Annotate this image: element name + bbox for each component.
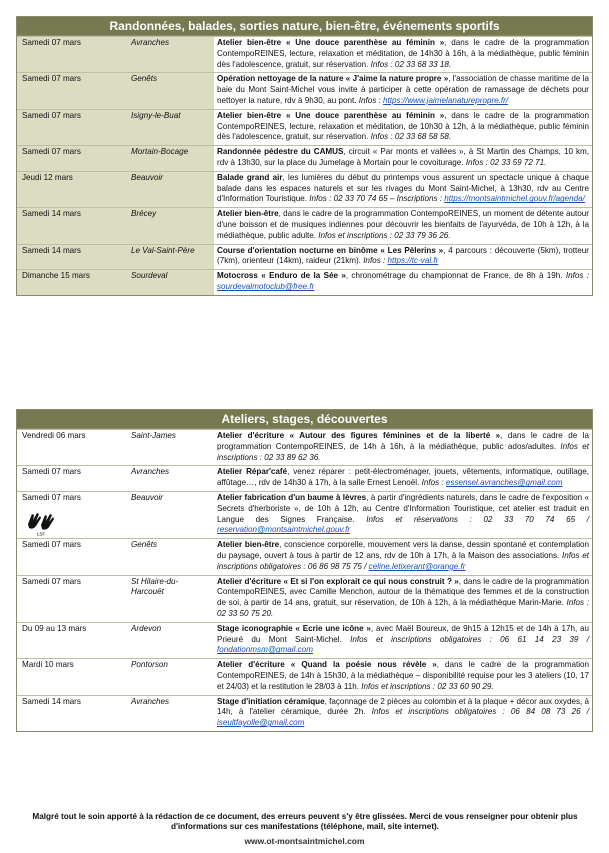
event-title: Atelier bien-être: [217, 209, 279, 219]
event-text: , l'association de chasse maritime de la baie du Mont Saint-Michel vous invite à participer à cette opération de ramassage de déchets pour nettoyer la nature, rdv à 9h30, au pont.: [217, 74, 589, 105]
event-title: Course d'orientation nocturne en binôme « Les Pèlerins »: [217, 245, 444, 255]
table-row: [17, 491, 592, 538]
table-row: [17, 575, 592, 622]
event-description: [214, 695, 592, 731]
table-row: [17, 244, 592, 270]
event-place: Avranches: [129, 37, 214, 73]
event-date: Samedi 07 mars: [17, 466, 129, 492]
event-description: [214, 146, 592, 172]
event-place: Genêts: [129, 539, 214, 575]
event-title: Randonnée pédestre du CAMUS: [217, 147, 344, 157]
disclaimer-text: Malgré tout le soin apporté à la rédaction de ce document, des erreurs peuvent s'y être glissées. Merci de vous renseigner pour obtenir plus d'informations sur ces manifestations (téléphone, mail, site internet).: [32, 812, 578, 831]
event-text: , dans le cadre de la programmation ContempoREINES, lecture, relaxation et méditation, de 14h30 à 16h, à la médiathèque, public féminin dès l'adolescence, gratuit, sur réservation.: [217, 38, 589, 69]
event-date: Samedi 07 mars: [17, 539, 129, 575]
event-description: [214, 430, 592, 466]
event-title: Opération nettoyage de la nature « J'aime la nature propre »: [217, 74, 449, 84]
event-date: Samedi 07 mars: [17, 146, 129, 172]
event-description: [214, 466, 592, 492]
event-link[interactable]: essensel.avranches@gmail.com: [445, 478, 563, 488]
event-place: Le Val-Saint-Père: [129, 244, 214, 270]
event-title: Atelier Répar'café: [217, 467, 288, 477]
event-description: [214, 37, 592, 73]
event-text: , venez réparer : petit-électroménager, jouets, vêtements, informatique, outillage, affûtage…, rdv de 14h30 à 17h, à la salle Ernest Lenoël.: [217, 467, 589, 488]
event-description: [214, 244, 592, 270]
event-info: Infos : 02 33 68 33 18.: [370, 59, 452, 69]
table-row: [17, 539, 592, 575]
event-description: [214, 491, 592, 538]
website-link[interactable]: www.ot-montsaintmichel.com: [244, 836, 365, 846]
event-text: , à partir d'ingrédients naturels, dans le cadre de l'exposition « Secrets d'herboriste », de 10h à 12h, au Centre d'Information Touristique, cet atelier est traduit en Langue des Signes Française.: [217, 492, 589, 524]
event-text: , dans le cadre de la programmation ContempoREINES, de 14h à 16h, à la médiathèque, public ados/adultes.: [217, 431, 589, 451]
event-date: Dimanche 15 mars: [17, 270, 129, 295]
event-text: , circuit « Par monts et vallées », à St Martin des Champs, 10 km, rdv à 13h30, sur la place du Jumelage à Mortain pour le covoiturage.: [217, 147, 590, 167]
events-table: [17, 429, 592, 731]
event-info: Infos :: [565, 271, 590, 281]
event-link[interactable]: https://montsaintmichel.gouv.fr/agenda/: [444, 194, 585, 204]
event-text: , dans le cadre de la programmation ContempoREINES, un moment de détente autour d'une boisson et de musiques indiennes pour découvrir les bienfaits de l'ayurvéda, de 10h à 12h, à la médiathèque, public adulte.: [217, 209, 589, 240]
event-title: Atelier fabrication d'un baume à lèvres: [217, 492, 367, 502]
event-title: Atelier bien-être « Une douce parenthèse au féminin »: [217, 110, 445, 120]
event-description: [214, 539, 592, 575]
table-row: [17, 73, 592, 109]
event-date: Du 09 au 13 mars: [17, 622, 129, 658]
table-row: [17, 146, 592, 172]
section-title: Randonnées, balades, sorties nature, bien-être, événements sportifs: [17, 17, 592, 36]
event-date: Vendredi 06 mars: [17, 430, 129, 466]
sign-language-icon: [24, 510, 58, 536]
event-date: Samedi 14 mars: [17, 695, 129, 731]
event-place: Sourdeval: [129, 270, 214, 295]
event-info: Infos et inscriptions obligatoires : 06 86 98 75 75 /: [217, 550, 589, 571]
event-info: Infos et inscriptions obligatoires : 06 61 14 23 39 /: [350, 634, 589, 644]
event-link[interactable]: sourdevalmotoclub@free.fr: [217, 281, 315, 291]
section-randonnees: [16, 16, 593, 296]
event-description: [214, 171, 592, 207]
table-row: [17, 695, 592, 731]
event-place: Brécey: [129, 208, 214, 244]
event-info: Infos : 02 33 50 75 20.: [217, 598, 589, 618]
event-place: Genêts: [129, 73, 214, 109]
event-description: [214, 659, 592, 695]
event-description: [214, 270, 592, 295]
event-place: Beauvoir: [129, 491, 214, 538]
event-date: Samedi 07 mars: [17, 73, 129, 109]
event-text: , dans le cadre de la programmation ContempoREINES, lecture, relaxation et méditation, de 10h30 à 12h, à la médiathèque, public féminin dès l'adolescence, gratuit, sur réservation.: [217, 110, 589, 142]
event-title: Atelier bien-être: [217, 540, 280, 550]
event-description: [214, 73, 592, 109]
events-table: [17, 36, 592, 295]
event-title: Atelier d'écriture « Autour des figures féminines et de la liberté »: [217, 431, 501, 440]
event-title: Atelier bien-être « Une douce parenthèse au féminin »: [217, 38, 445, 47]
event-link[interactable]: reservation@montsaintmichel.gouv.fr: [217, 525, 351, 535]
event-text: , chronométrage du championnat de France, de 8h à 19h.: [345, 271, 566, 281]
event-link[interactable]: https://www.jaimelanaturepropre.fr/: [383, 95, 509, 105]
event-description: [214, 109, 592, 145]
event-info: Infos et inscriptions : 02 33 60 90 29.: [361, 681, 494, 691]
table-row: [17, 270, 592, 295]
event-title: Atelier d'écriture « Et si l'on explorait ce qui nous construit ? »: [217, 576, 459, 586]
event-info: Infos : 02 33 59 72 71.: [465, 157, 547, 167]
event-date: Samedi 14 mars: [17, 244, 129, 270]
event-text: , 4 parcours : découverte (5km), trotteur (7km), orienteur (14km), raideur (21km).: [217, 245, 589, 266]
table-row: [17, 659, 592, 695]
event-link[interactable]: iseultfayolle@gmail.com: [217, 718, 305, 728]
section-title: Ateliers, stages, découvertes: [17, 410, 592, 429]
event-title: Stage d'initiation céramique: [217, 696, 325, 706]
event-text: , dans le cadre de la programmation ContempoREINES, avec Camille Menchon, autour de la thématique des femmes et de la construction de soi, à partir de 14 ans, gratuit, sur réservation, de 10h à 12h, à la médiathèque Marin-Marie.: [217, 576, 590, 608]
table-row: [17, 171, 592, 207]
table-row: [17, 109, 592, 145]
event-place: Mortain-Bocage: [129, 146, 214, 172]
event-description: [214, 575, 592, 622]
event-info: Infos :: [358, 95, 381, 105]
event-info: Infos :: [421, 478, 444, 488]
event-info: Infos et inscriptions : 02 33 89 62 36.: [217, 441, 589, 462]
event-place: Saint-James: [129, 430, 214, 466]
event-date: Jeudi 12 mars: [17, 171, 129, 207]
lsf-label: LSF: [36, 531, 46, 536]
event-info: Infos et inscriptions obligatoires : 06 84 08 73 26 /: [371, 707, 589, 717]
event-date: Samedi 07 mars LSF: [17, 491, 129, 538]
event-place: Ardevon: [129, 622, 214, 658]
event-text: , dans le cadre de la programmation ContempoREINES, de 14h à 15h30, à la médiathèque – disponibilité requise pour les 3 ateliers (10, 17 et 24/03) et la restitution le 28/03 à 11h.: [217, 660, 590, 691]
event-link[interactable]: celine.letixerant@orange.fr: [368, 561, 466, 571]
event-info: Infos : 02 33 70 74 65 – Inscriptions :: [309, 194, 443, 204]
event-date: Samedi 14 mars: [17, 208, 129, 244]
table-row: [17, 622, 592, 658]
section-ateliers: [16, 409, 593, 732]
event-description: [214, 622, 592, 658]
event-info: Infos :: [363, 256, 386, 266]
event-date: Mardi 10 mars: [17, 659, 129, 695]
event-title: Balade grand air: [217, 172, 283, 182]
event-text: , avec Maël Boureux, de 9h15 à 12h15 et de 14h à 17h, au Prieuré du Mont Saint-Michel.: [217, 623, 589, 644]
event-place: Pontorson: [129, 659, 214, 695]
event-date: Samedi 07 mars: [17, 109, 129, 145]
table-row: [17, 208, 592, 244]
event-text: , conscience corporelle, mouvement vers la danse, dessin spontané et contemplation du paysage, ouvert à tous à partir de 12 ans, rdv de 10h à 17h, à la Maison des associations.: [217, 540, 589, 560]
event-place: St Hilaire-du-Harcouët: [129, 575, 214, 622]
event-place: Avranches: [129, 695, 214, 731]
event-link[interactable]: https://tc-val.fr: [387, 256, 439, 266]
event-title: Stage iconographie « Ecrie une icône »: [217, 623, 371, 633]
event-info: Infos : 02 33 68 58 58.: [370, 132, 452, 142]
event-date: Samedi 07 mars: [17, 575, 129, 622]
table-row: [17, 37, 592, 73]
event-info: Infos et réservations : 02 33 70 74 65 /: [366, 514, 589, 524]
table-row: [17, 466, 592, 492]
event-link[interactable]: fondationmsm@gmail.com: [217, 645, 313, 655]
event-date: Samedi 07 mars: [17, 37, 129, 73]
event-title: Atelier d'écriture « Quand la poésie nous révèle »: [217, 660, 437, 670]
event-place: Isigny-le-Buat: [129, 109, 214, 145]
event-title: Motocross « Enduro de la Sée »: [217, 271, 346, 281]
event-text: , façonnage de 2 pièces au colombin et à la plaque + décor aux oxydes, à 14h, à l'atelier céramique, durée 2h.: [217, 696, 589, 717]
event-info: Infos et inscriptions : 02 33 79 36 26.: [318, 230, 451, 240]
event-description: [214, 208, 592, 244]
event-text: , les lumières du début du printemps vous assurent un spectacle unique à chaque balade dans les espaces naturels et sur les rivages du Mont Saint-Michel, à 13h30, rdv au Centre d'Information Touristique.: [217, 172, 589, 204]
table-row: [17, 430, 592, 466]
event-place: Beauvoir: [129, 171, 214, 207]
event-place: Avranches: [129, 466, 214, 492]
